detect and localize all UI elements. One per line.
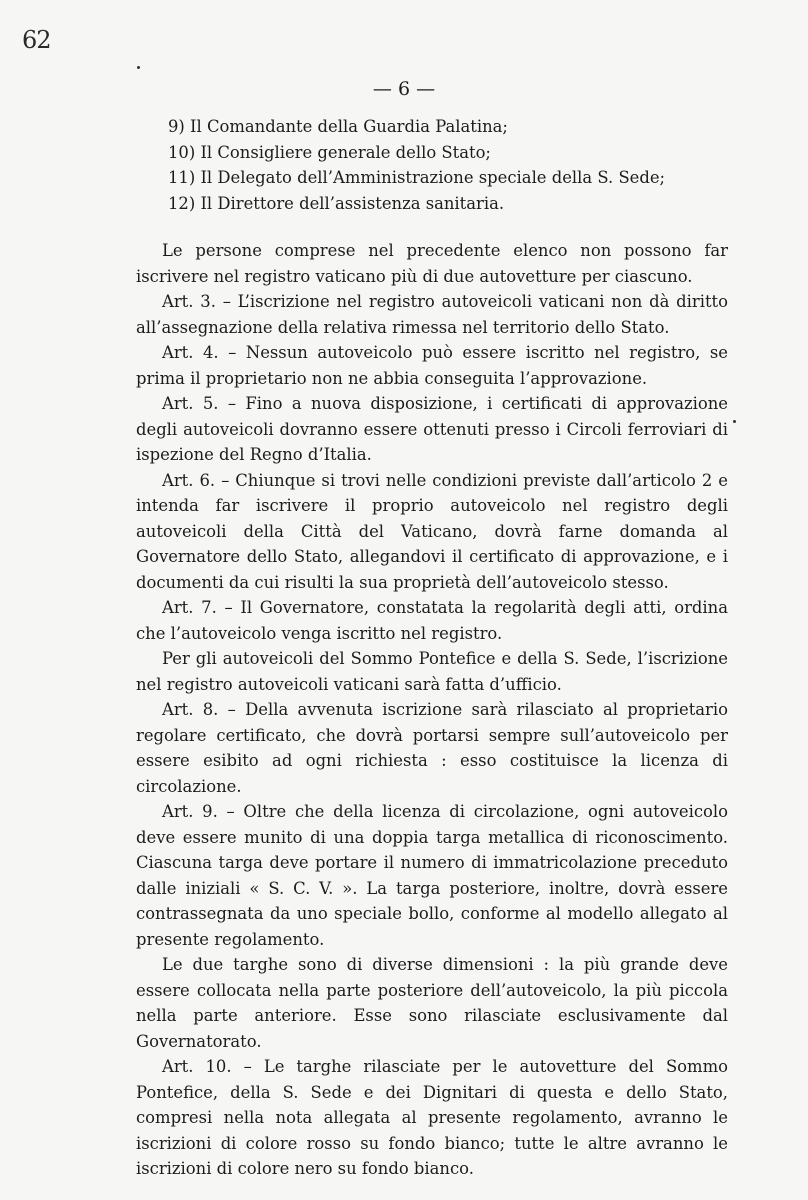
list-item: 12) Il Direttore dell’assistenza sanitaria. — [168, 193, 505, 213]
article-9: Art. 9. – Oltre che della licenza di circolazione, ogni autoveicolo deve essere munito di una doppia targa metallica di riconoscimento. Ciascuna targa deve portare il numero di immatricolazione preceduto dalle iniziali « S. C. V. ». La targa posteriore, inoltre, dovrà essere contrassegnata da uno speciale bollo, conforme al modello allegato al presente regolamento. — [136, 802, 728, 949]
list-item: 10) Il Consigliere generale dello Stato; — [168, 142, 491, 162]
page-number: — 6 — — [372, 78, 436, 100]
article-7-paragraph-2: Per gli autoveicoli del Sommo Pontefice e della S. Sede, l’iscrizione nel registro autoveicoli vaticani sarà fatta d’ufficio. — [136, 649, 728, 694]
article-9-paragraph-2: Le due targhe sono di diverse dimensioni : la più grande deve essere collocata nella parte posteriore dell’autoveicolo, la più piccola nella parte anteriore. Esse sono rilasciate esclusivamente dal Governatorato. — [136, 955, 728, 1051]
paragraph-limit-vehicles: Le persone comprese nel precedente elenco non possono far iscrivere nel registro vaticano più di due autovetture per ciascuno. — [136, 241, 728, 286]
article-7: Art. 7. – Il Governatore, constatata la regolarità degli atti, ordina che l’autoveicolo venga iscritto nel registro. — [136, 598, 728, 643]
document-body — [136, 114, 728, 1182]
article-8: Art. 8. – Della avvenuta iscrizione sarà rilasciato al proprietario regolare certificato, che dovrà portarsi sempre sull’autoveicolo per essere esibito ad ogni richiesta : esso costituisce la licenza di circolazione. — [136, 700, 728, 796]
list-item: 9) Il Comandante della Guardia Palatina; — [168, 117, 508, 136]
article-3: Art. 3. – L’iscrizione nel registro autoveicoli vaticani non dà diritto all’assegnazione della relativa rimessa nel territorio dello Stato. — [136, 292, 728, 337]
margin-page-mark: 62 — [22, 26, 51, 54]
ink-speck — [733, 420, 736, 423]
list-item: 11) Il Delegato dell’Amministrazione speciale della S. Sede; — [168, 168, 666, 187]
article-4: Art. 4. – Nessun autoveicolo può essere iscritto nel registro, se prima il proprietario non ne abbia conseguita l’approvazione. — [136, 343, 728, 388]
ink-speck — [137, 66, 140, 69]
article-5: Art. 5. – Fino a nuova disposizione, i certificati di approvazione degli autoveicoli dovranno essere ottenuti presso i Circoli ferroviari di ispezione del Regno d’Italia. — [136, 394, 728, 464]
dignitaries-list — [136, 114, 728, 216]
article-6: Art. 6. – Chiunque si trovi nelle condizioni previste dall’articolo 2 e intenda far iscrivere il proprio autoveicolo nel registro degli autoveicoli della Città del Vaticano, dovrà farne domanda al Governatore dello Stato, allegandovi il certificato di approvazione, e i documenti da cui risulti la sua proprietà dell’autoveicolo stesso. — [136, 470, 728, 592]
article-10: Art. 10. – Le targhe rilasciate per le autovetture del Sommo Pontefice, della S. Sede e dei Dignitari di questa e dello Stato, compresi nella nota allegata al presente regolamento, avranno le iscrizioni di colore rosso su fondo bianco; tutte le altre avranno le iscrizioni di colore nero su fondo bianco. — [136, 1057, 728, 1178]
